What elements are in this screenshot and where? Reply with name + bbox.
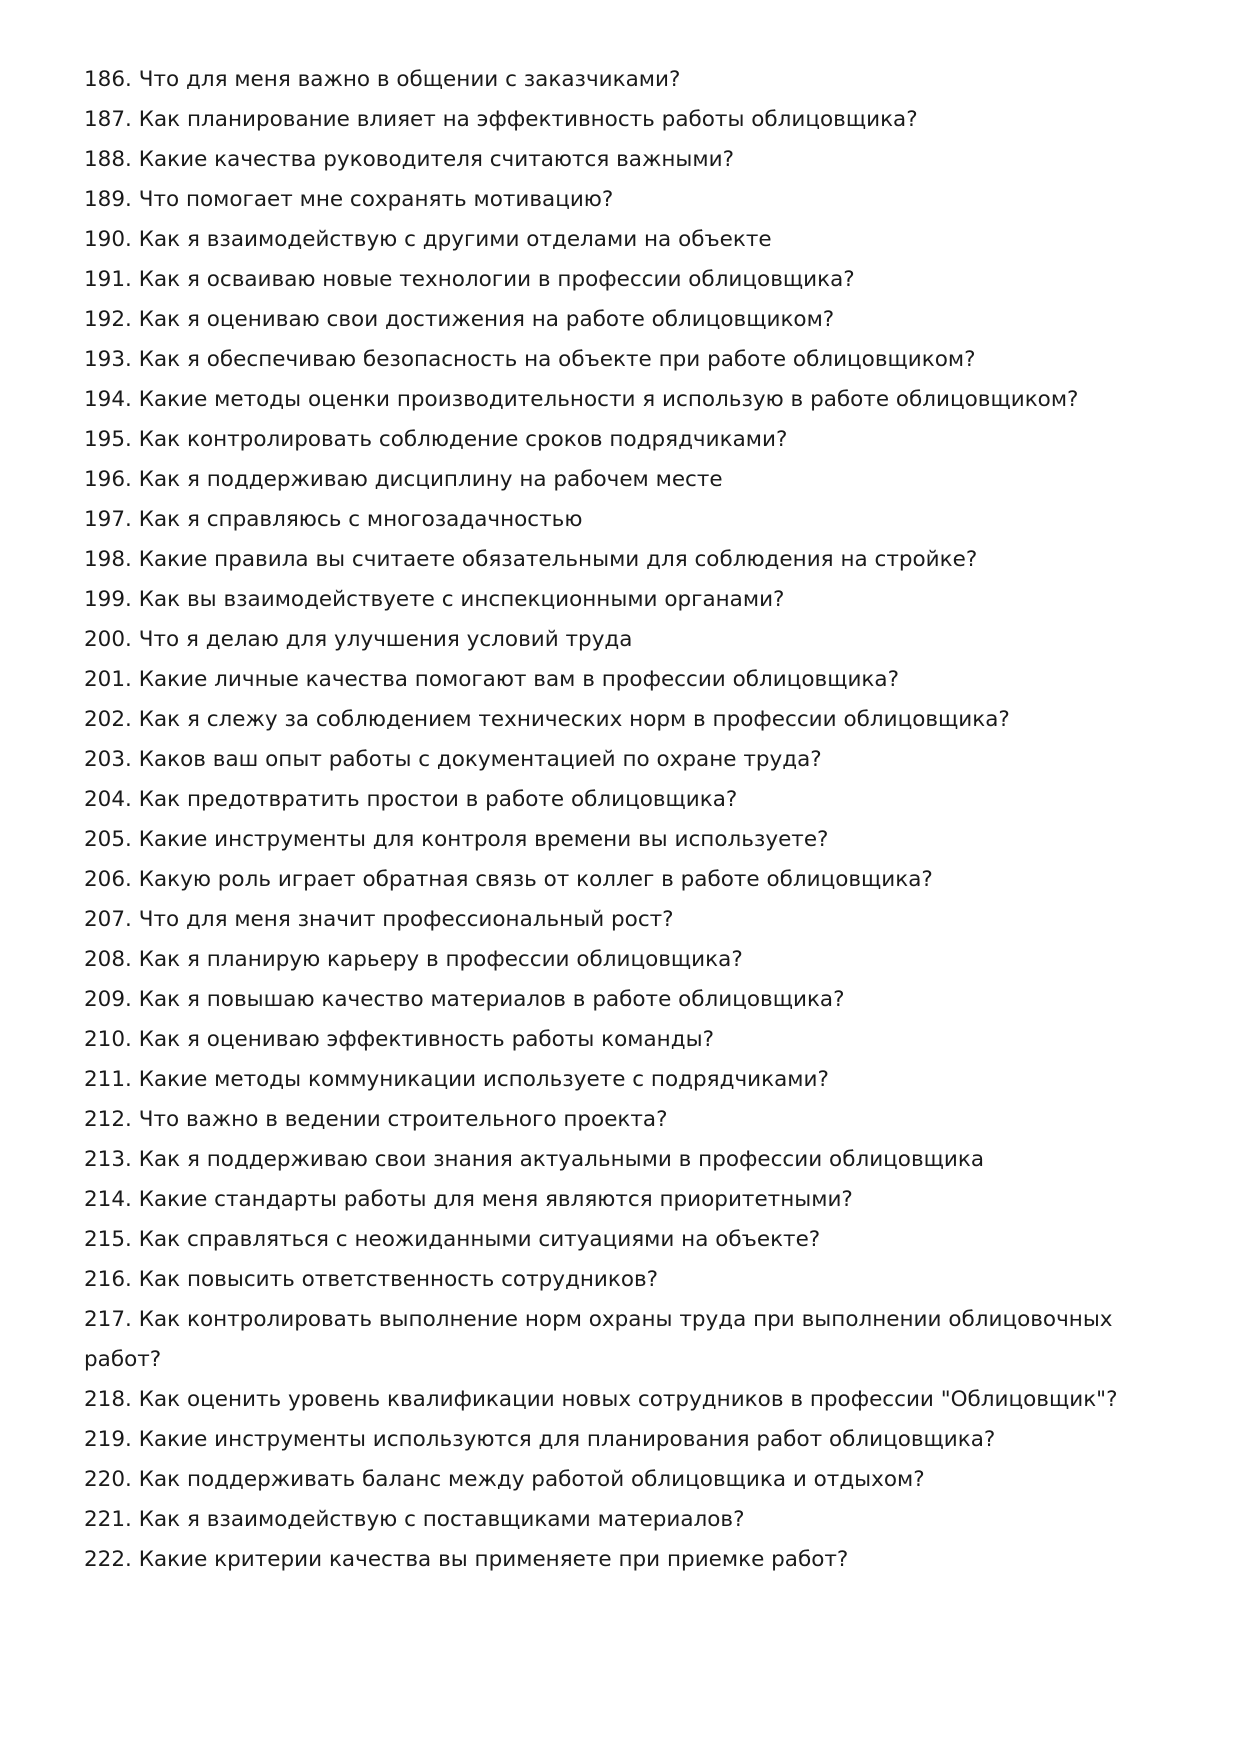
question-item: 195. Как контролировать соблюдение сроков подрядчиками?	[84, 427, 788, 452]
question-item: 213. Как я поддерживаю свои знания актуальными в профессии облицовщика	[84, 1147, 985, 1172]
question-item: 209. Как я повышаю качество материалов в работе облицовщика?	[84, 987, 845, 1012]
question-item: 211. Какие методы коммуникации используете с подрядчиками?	[84, 1067, 829, 1092]
question-item: 220. Как поддерживать баланс между работой облицовщика и отдыхом?	[84, 1467, 925, 1492]
question-item: 188. Какие качества руководителя считаются важными?	[84, 147, 734, 172]
question-list	[84, 60, 1164, 1580]
question-item: 189. Что помогает мне сохранять мотивацию?	[84, 187, 614, 212]
question-item: 221. Как я взаимодействую с поставщиками материалов?	[84, 1507, 745, 1532]
question-item: 186. Что для меня важно в общении с заказчиками?	[84, 67, 681, 92]
question-item: 207. Что для меня значит профессиональный рост?	[84, 907, 674, 932]
question-item: 212. Что важно в ведении строительного проекта?	[84, 1107, 668, 1132]
question-item: 194. Какие методы оценки производительности я использую в работе облицовщиком?	[84, 387, 1079, 412]
question-item: 191. Как я осваиваю новые технологии в профессии облицовщика?	[84, 267, 855, 292]
question-item: 197. Как я справляюсь с многозадачностью	[84, 507, 583, 532]
question-item: 192. Как я оцениваю свои достижения на работе облицовщиком?	[84, 307, 835, 332]
question-item: 204. Как предотвратить простои в работе облицовщика?	[84, 787, 738, 812]
question-item: 202. Как я слежу за соблюдением технических норм в профессии облицовщика?	[84, 707, 1010, 732]
question-item: 199. Как вы взаимодействуете с инспекционными органами?	[84, 587, 785, 612]
question-item: 198. Какие правила вы считаете обязательными для соблюдения на стройке?	[84, 547, 978, 572]
question-item: 214. Какие стандарты работы для меня являются приоритетными?	[84, 1187, 853, 1212]
question-item: 190. Как я взаимодействую с другими отделами на объекте	[84, 227, 772, 252]
question-item: 196. Как я поддерживаю дисциплину на рабочем месте	[84, 467, 723, 492]
question-item: 216. Как повысить ответственность сотрудников?	[84, 1267, 659, 1292]
question-item: 208. Как я планирую карьеру в профессии облицовщика?	[84, 947, 743, 972]
question-item: 219. Какие инструменты используются для планирования работ облицовщика?	[84, 1427, 996, 1452]
question-item: 193. Как я обеспечиваю безопасность на объекте при работе облицовщиком?	[84, 347, 976, 372]
question-item: 218. Как оценить уровень квалификации новых сотрудников в профессии "Облицовщик"?	[84, 1387, 1118, 1412]
question-item: 217. Как контролировать выполнение норм охраны труда при выполнении облицовочных работ?	[84, 1307, 1113, 1372]
question-item: 206. Какую роль играет обратная связь от коллег в работе облицовщика?	[84, 867, 933, 892]
question-item: 200. Что я делаю для улучшения условий труда	[84, 627, 633, 652]
question-item: 210. Как я оцениваю эффективность работы команды?	[84, 1027, 714, 1052]
question-item: 187. Как планирование влияет на эффективность работы облицовщика?	[84, 107, 918, 132]
question-item: 203. Каков ваш опыт работы с документацией по охране труда?	[84, 747, 822, 772]
question-item: 205. Какие инструменты для контроля времени вы используете?	[84, 827, 829, 852]
question-item: 215. Как справляться с неожиданными ситуациями на объекте?	[84, 1227, 821, 1252]
question-item: 201. Какие личные качества помогают вам в профессии облицовщика?	[84, 667, 899, 692]
question-item: 222. Какие критерии качества вы применяете при приемке работ?	[84, 1547, 849, 1572]
